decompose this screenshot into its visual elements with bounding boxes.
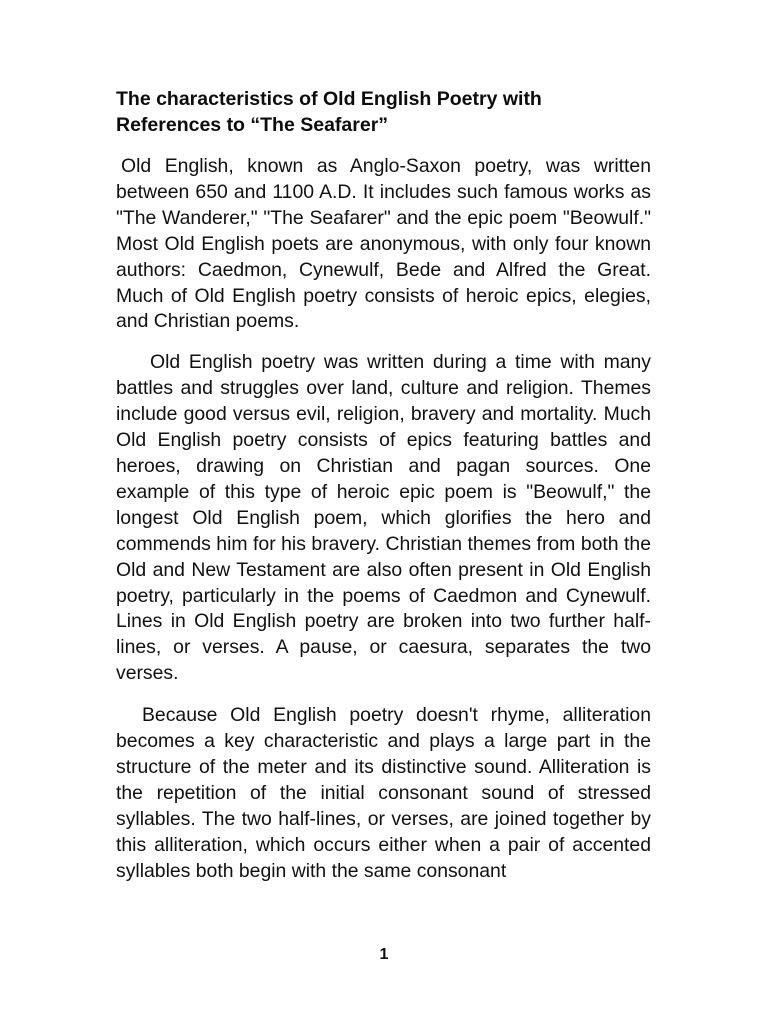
paragraph-1: Old English, known as Anglo-Saxon poetry, was written between 650 and 1100 A.D. It includes such famous works as "The Wanderer," "The Seafarer" and the epic poem "Beowulf." Most Old English poets are anonymous, with only four known authors: Caedmon, Cynewulf, Bede and Alfred the Great. Much of Old English poetry consists of heroic epics, elegies, and Christian poems. <box>116 155 651 333</box>
page-number: 1 <box>379 946 389 963</box>
document-title: The characteristics of Old English Poetry with References to “The Seafarer” <box>116 88 542 136</box>
paragraph-2: Old English poetry was written during a time with many battles and struggles over land, culture and religion. Themes include good versus evil, religion, bravery and mortality. Much Old English poetry consists of epics featuring battles and heroes, drawing on Christian and pagan sources. One example of this type of heroic epic poem is "Beowulf," the longest Old English poem, which glorifies the hero and commends him for his bravery. Christian themes from both the Old and New Testament are also often present in Old English poetry, particularly in the poems of Caedmon and Cynewulf. Lines in Old English poetry are broken into two further half-lines, or verses. A pause, or caesura, separates the two verses. <box>116 351 651 685</box>
document-body <box>116 86 651 884</box>
paragraph-3: Because Old English poetry doesn't rhyme, alliteration becomes a key characteristic and plays a large part in the structure of the meter and its distinctive sound. Alliteration is the repetition of the initial consonant sound of stressed syllables. The two half-lines, or verses, are joined together by this alliteration, which occurs either when a pair of accented syllables both begin with the same consonant <box>116 704 651 882</box>
